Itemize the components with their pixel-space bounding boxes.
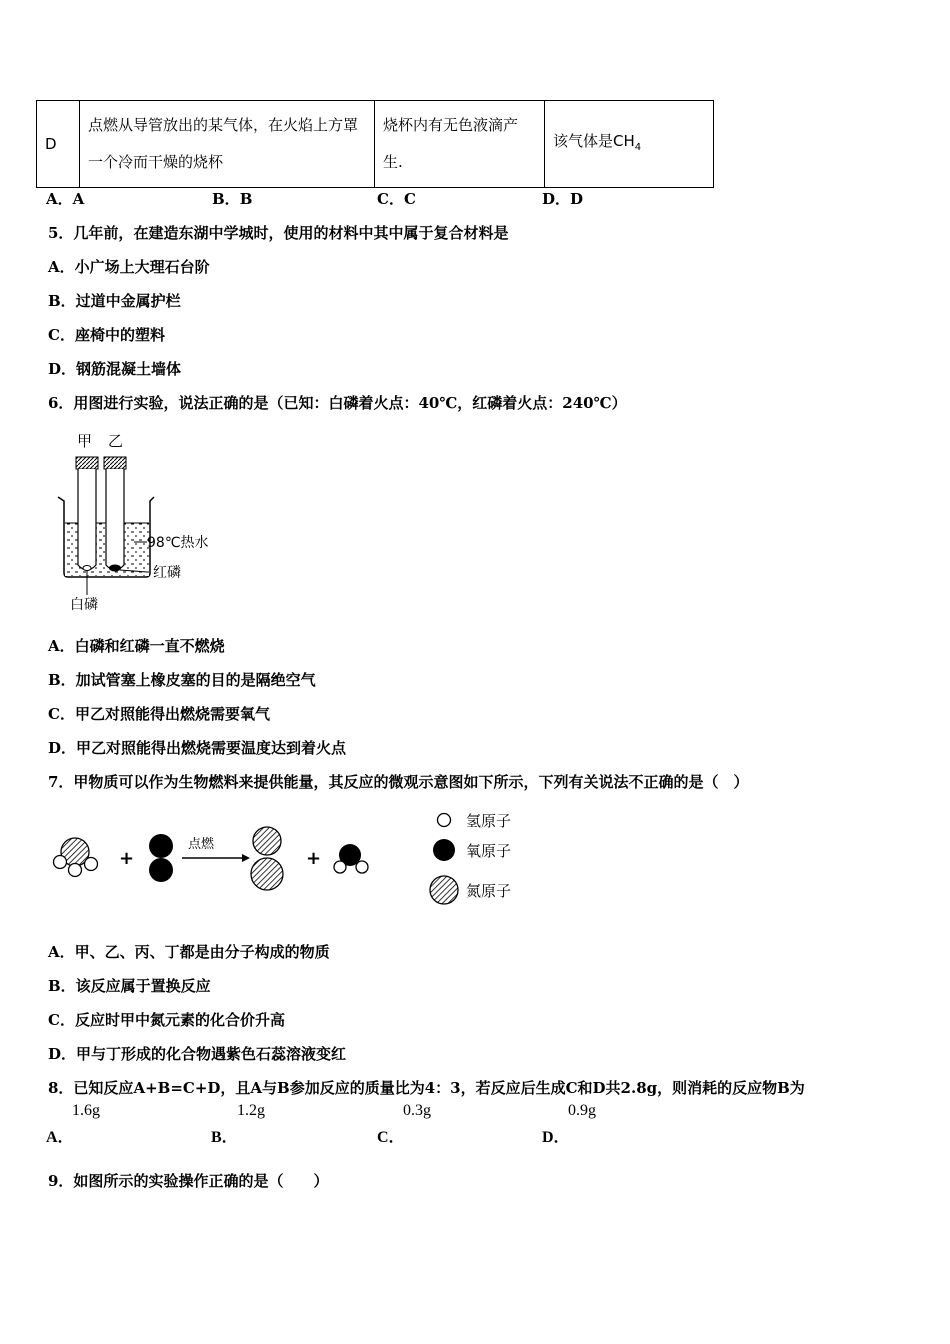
q8-option-c[interactable]: C． 0.3g [377, 1102, 431, 1146]
label-red-phosphorus: 红磷 [153, 565, 181, 581]
legend-hydrogen: 氢原子 [466, 812, 512, 830]
q6-apparatus-figure [50, 425, 230, 620]
legend-nitrogen: 氮原子 [466, 882, 512, 900]
q4-option-a[interactable]: A．A [46, 190, 85, 208]
legend [430, 812, 511, 904]
conclusion-text: 该气体是 [553, 131, 614, 150]
row-label: D [37, 101, 80, 188]
q9-stem: 9．如图所示的实验操作正确的是（ ） [48, 1172, 329, 1190]
q4-option-c[interactable]: C．C [377, 190, 416, 208]
q6-option-c[interactable]: C．甲乙对照能得出燃烧需要氧气 [48, 705, 270, 723]
q8-stem: 8．已知反应A+B=C+D，且A与B参加反应的质量比为4：3，若反应后生成C和D共2.8g，则消耗的反应物B为 [48, 1079, 805, 1097]
label-yi: 乙 [108, 432, 124, 450]
q5-option-a[interactable]: A．小广场上大理石台阶 [48, 258, 210, 276]
q5-option-b[interactable]: B．过道中金属护栏 [48, 292, 181, 310]
q7-option-c[interactable]: C．反应时甲中氮元素的化合价升高 [48, 1011, 285, 1029]
red-phosphorus [109, 565, 121, 572]
conclusion-cell [545, 101, 714, 188]
molecule-yi [149, 834, 173, 882]
q6-option-a[interactable]: A．白磷和红磷一直不燃烧 [48, 637, 225, 655]
molecule-ding [334, 844, 368, 873]
q8-option-d[interactable]: D． 0.9g [542, 1102, 596, 1146]
reaction-condition: 点燃 [188, 837, 215, 852]
table-row [37, 101, 714, 188]
label-hot-water: 98℃热水 [147, 535, 209, 551]
q5-stem: 5．几年前，在建造东湖中学城时，使用的材料中其中属于复合材料是 [48, 224, 509, 242]
legend-nitrogen-symbol [430, 876, 458, 904]
legend-oxygen-symbol [433, 839, 455, 861]
test-tube-jia [78, 469, 96, 570]
molecule-bing [251, 827, 283, 890]
q4-answer-table [36, 100, 714, 188]
legend-oxygen: 氧原子 [466, 842, 512, 860]
q8-option-a[interactable]: A． 1.6g [46, 1102, 100, 1146]
q7-option-b[interactable]: B．该反应属于置换反应 [48, 977, 211, 995]
white-phosphorus [83, 566, 91, 571]
test-tube-yi [106, 469, 124, 570]
q7-reaction-figure [48, 805, 548, 915]
q6-stem: 6．用图进行实验，说法正确的是（已知：白磷着火点：40℃，红磷着火点：240℃） [48, 394, 627, 412]
q7-option-d[interactable]: D．甲与丁形成的化合物遇紫色石蕊溶液变红 [48, 1045, 347, 1063]
phenomenon-cell: 烧杯内有无色液滴产生. [375, 101, 545, 188]
q7-stem: 7．甲物质可以作为生物燃料来提供能量，其反应的微观示意图如下所示，下列有关说法不正确的是（ ） [48, 773, 749, 791]
q6-option-d[interactable]: D．甲乙对照能得出燃烧需要温度达到着火点 [48, 739, 347, 757]
label-jia: 甲 [77, 432, 93, 450]
q4-option-b[interactable]: B．B [212, 190, 253, 208]
q4-option-d[interactable]: D．D [542, 190, 584, 208]
stopper-yi [104, 457, 126, 469]
legend-hydrogen-symbol [438, 814, 451, 827]
formula-sub: 4 [634, 141, 642, 153]
plus-sign-1: + [119, 848, 135, 869]
q5-option-c[interactable]: C．座椅中的塑料 [48, 326, 165, 344]
molecule-jia [54, 838, 98, 877]
q6-option-b[interactable]: B．加试管塞上橡皮塞的目的是隔绝空气 [48, 671, 316, 689]
label-white-phosphorus: 白磷 [70, 597, 98, 613]
formula-main: CH [613, 131, 635, 150]
stopper-jia [76, 457, 98, 469]
plus-sign-2: + [306, 848, 322, 869]
q8-option-b[interactable]: B． 1.2g [211, 1102, 265, 1146]
operation-cell: 点燃从导管放出的某气体，在火焰上方罩一个冷而干燥的烧杯 [80, 101, 375, 188]
q7-option-a[interactable]: A．甲、乙、丙、丁都是由分子构成的物质 [48, 943, 330, 961]
q5-option-d[interactable]: D．钢筋混凝土墙体 [48, 360, 182, 378]
